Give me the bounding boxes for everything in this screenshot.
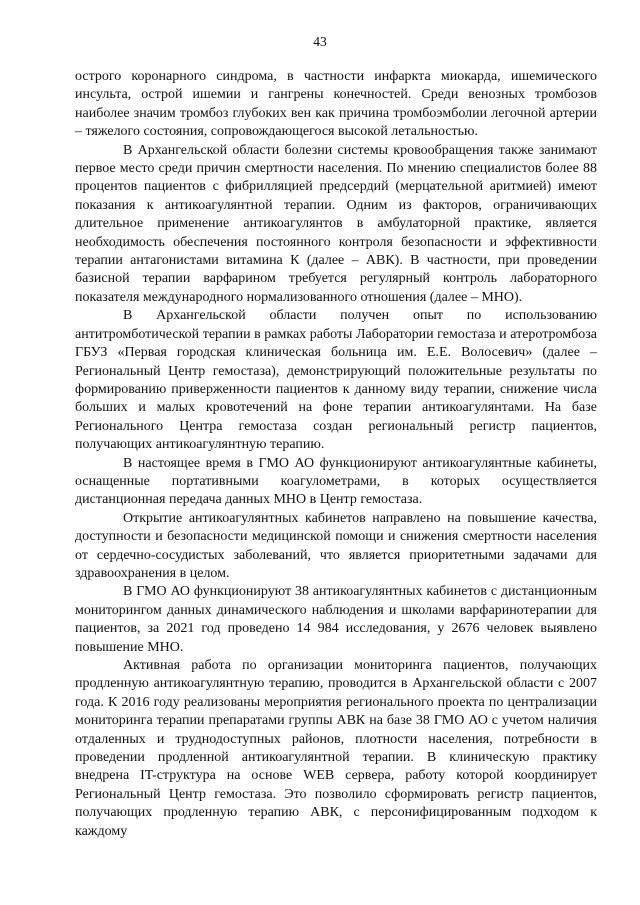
paragraph-4: В настоящее время в ГМО АО функционируют антикоагулянтные кабинеты, оснащенные портативными коагулометрами, в которых осуществляется дистанционная передача данных МНО в Центр гемостаза.: [75, 455, 597, 508]
paragraph-2: В Архангельской области болезни системы кровообращения также занимают первое место среди причин смертности населения. По мнению специалистов более 88 процентов пациентов с фибрилляцией предсердий (мерцательной аритмией) имеют показания к антикоагулянтной терапии. Одним из факторов, ограничивающих длительное применение антикоагулянтов в амбулаторной практике, является необходимость обеспечения постоянного контроля безопасности и эффективности терапии антагонистами витамина К (далее – АВК). В частности, при проведении базисной терапии варфарином требуется регулярный контроль лабораторного показателя международного нормализованного отношения (далее – МНО).: [75, 142, 597, 305]
paragraph-3: В Архангельской области получен опыт по использованию антитромботической терапии в рамках работы Лаборатории гемостаза и атеротромбоза ГБУЗ «Первая городская клиническая больница им. Е.Е. Волосевич» (далее – Региональный Центр гемостаза), демонстрирующий положительные результаты по формированию приверженности пациентов к данному виду терапии, снижение числа больших и малых кровотечений на фоне терапии антикоагулянтами. На базе Регионального Центра гемостаза создан региональный регистр пациентов, получающих антикоагулянтную терапию.: [75, 308, 597, 453]
paragraph-7: Активная работа по организации мониторинга пациентов, получающих продленную антикоагулянтную терапию, проводится в Архангельской области с 2007 года. К 2016 году реализованы мероприятия регионального проекта по централизации мониторинга терапии препаратами группы АВК на базе 38 ГМО АО с учетом наличия отдаленных и труднодоступных районов, плотности населения, потребности в проведении продленной антикоагулянтной терапии. В клиническую практику внедрена IT-структура на основе WEB сервера, работу которой координирует Региональный Центр гемостаза. Это позволило сформировать регистр пациентов, получающих продленную терапию АВК, с персонифицированным подходом к каждому: [75, 658, 597, 839]
paragraph-6: В ГМО АО функционируют 38 антикоагулянтных кабинетов с дистанционным мониторингом данных динамического наблюдения и школами варфаринотерапии для пациентов, за 2021 год проведено 14 984 исследования, у 2676 человек выявлено повышение МНО.: [75, 584, 597, 655]
page-number: 43: [313, 34, 327, 49]
paragraph-5: Открытие антикоагулянтных кабинетов направлено на повышение качества, доступности и безопасности медицинской помощи и снижения смертности населения от сердечно-сосудистых заболеваний, что является приоритетными задачами для здравоохранения в целом.: [75, 510, 597, 581]
paragraph-1: острого коронарного синдрома, в частности инфаркта миокарда, ишемического инсульта, острой ишемии и гангрены конечностей. Среди венозных тромбозов наиболее значим тромбоз глубоких вен как причина тромбоэмболии легочной артерии – тяжелого состояния, сопровождающегося высокой летальностью.: [75, 69, 597, 140]
body-text: [75, 68, 597, 841]
